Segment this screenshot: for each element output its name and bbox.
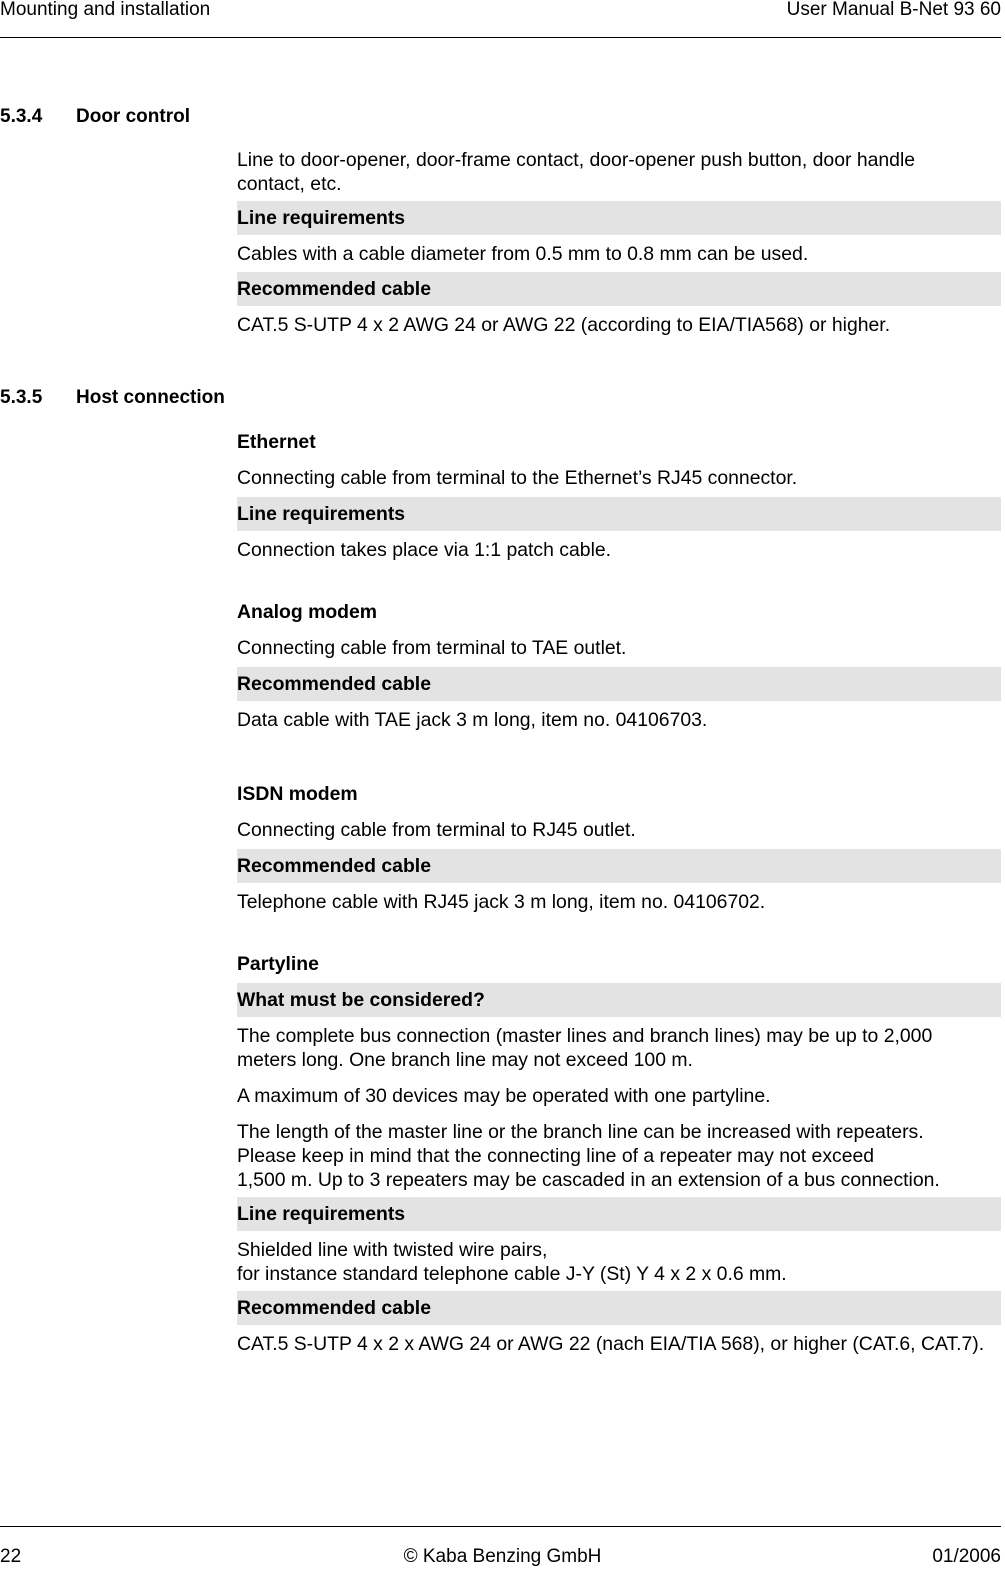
partyline-paragraph-3-line-2: Please keep in mind that the connecting line of a repeater may not exceed	[237, 1145, 875, 1167]
door-control-intro: Line to door-opener, door-frame contact, door-opener push button, door handle contact, etc.	[237, 149, 916, 195]
ethernet-text: Connecting cable from terminal to the Ethernet’s RJ45 connector.	[237, 467, 798, 489]
isdn-modem-title: ISDN modem	[237, 783, 358, 805]
partyline-title: Partyline	[237, 953, 319, 975]
door-recommended-cable-text: CAT.5 S-UTP 4 x 2 AWG 24 or AWG 22 (according to EIA/TIA568) or higher.	[237, 314, 891, 336]
analog-modem-title: Analog modem	[237, 601, 378, 623]
door-recommended-cable-heading: Recommended cable	[237, 272, 1001, 306]
section-title-door-control: Door control	[76, 106, 190, 127]
door-control-block	[228, 148, 1001, 337]
page-number: 22	[0, 1546, 22, 1567]
analog-recommended-cable-text: Data cable with TAE jack 3 m long, item no. 04106703.	[237, 709, 708, 731]
door-line-requirements-text: Cables with a cable diameter from 0.5 mm to 0.8 mm can be used.	[237, 243, 809, 265]
ethernet-title: Ethernet	[237, 431, 316, 453]
partyline-recommended-cable-text: CAT.5 S-UTP 4 x 2 x AWG 24 or AWG 22 (nach EIA/TIA 568), or higher (CAT.6, CAT.7).	[237, 1333, 985, 1355]
footer-copyright: © Kaba Benzing GmbH	[403, 1546, 602, 1567]
isdn-recommended-cable-text: Telephone cable with RJ45 jack 3 m long, item no. 04106702.	[237, 891, 766, 913]
ethernet-line-requirements-text: Connection takes place via 1:1 patch cable.	[237, 539, 612, 561]
partyline-line-requirements-text	[237, 1238, 1001, 1286]
header-rule	[0, 37, 1001, 38]
section-number-534: 5.3.4	[0, 106, 43, 127]
partyline-paragraph-3-line-1: The length of the master line or the branch line can be increased with repeaters.	[237, 1121, 924, 1143]
isdn-modem-block	[228, 782, 1001, 914]
partyline-line-requirements-heading: Line requirements	[237, 1197, 1001, 1231]
partyline-line-requirements-line-2: for instance standard telephone cable J-Y (St) Y 4 x 2 x 0.6 mm.	[237, 1263, 787, 1285]
running-header-left: Mounting and installation	[0, 0, 211, 20]
isdn-recommended-cable-heading: Recommended cable	[237, 849, 1001, 883]
partyline-paragraph-3	[237, 1120, 1001, 1192]
ethernet-block	[228, 430, 1001, 562]
footer-rule	[0, 1526, 1001, 1527]
running-header-right: User Manual B-Net 93 60	[786, 0, 1001, 20]
analog-recommended-cable-heading: Recommended cable	[237, 667, 1001, 701]
analog-modem-text: Connecting cable from terminal to TAE outlet.	[237, 637, 627, 659]
partyline-paragraph-2: A maximum of 30 devices may be operated with one partyline.	[237, 1085, 771, 1107]
partyline-paragraph-1: The complete bus connection (master lines and branch lines) may be up to 2,000 meters long. One branch line may not exceed 100 m.	[237, 1025, 933, 1071]
analog-modem-block	[228, 600, 1001, 732]
partyline-line-requirements-line-1: Shielded line with twisted wire pairs,	[237, 1239, 548, 1261]
partyline-block	[228, 952, 1001, 1356]
isdn-modem-text: Connecting cable from terminal to RJ45 outlet.	[237, 819, 636, 841]
partyline-consider-heading: What must be considered?	[237, 983, 1001, 1017]
section-number-535: 5.3.5	[0, 387, 43, 408]
footer-date: 01/2006	[932, 1546, 1001, 1567]
door-line-requirements-heading: Line requirements	[237, 201, 1001, 235]
ethernet-line-requirements-heading: Line requirements	[237, 497, 1001, 531]
section-title-host-connection: Host connection	[76, 387, 225, 408]
partyline-paragraph-3-line-3: 1,500 m. Up to 3 repeaters may be cascaded in an extension of a bus connection.	[237, 1169, 940, 1191]
partyline-recommended-cable-heading: Recommended cable	[237, 1291, 1001, 1325]
